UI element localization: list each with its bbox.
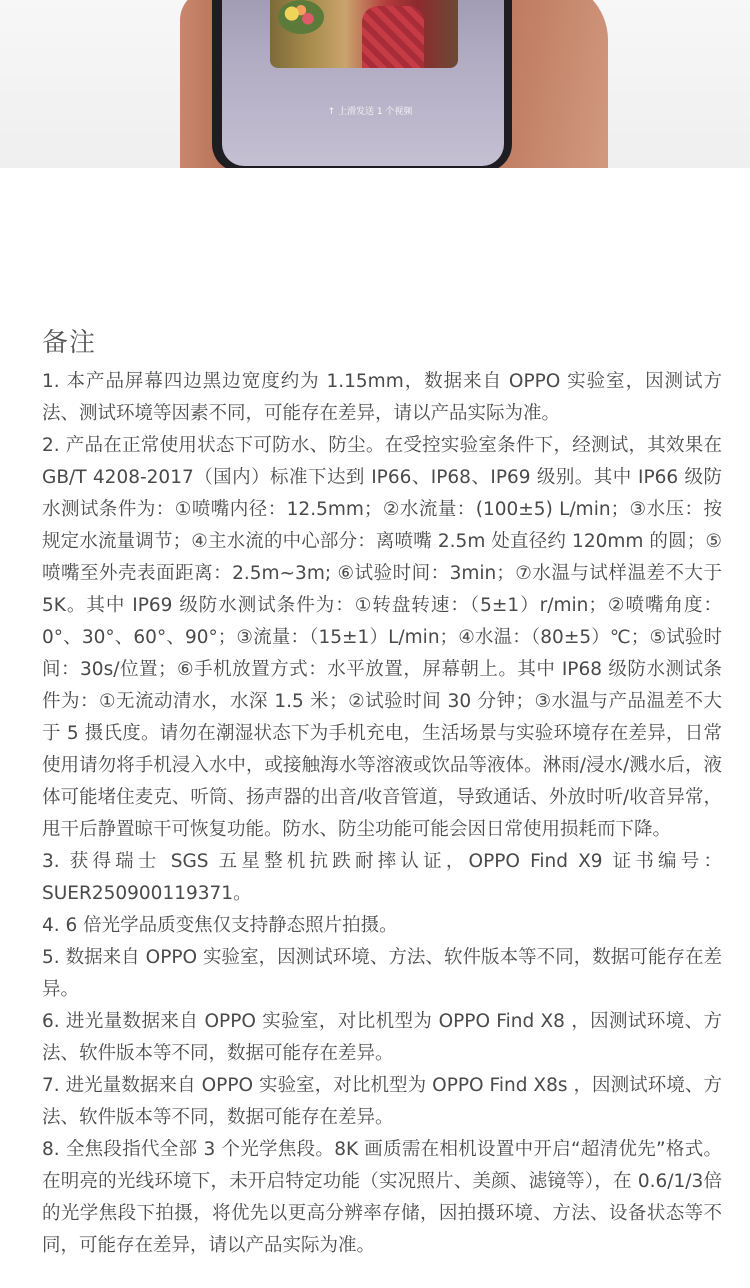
note-item-4: 4. 6 倍光学品质变焦仅支持静态照片拍摄。 [42,915,398,936]
note-item-8: 8. 全焦段指代全部 3 个光学焦段。8K 画质需在相机设置中开启“超清优先”格式。在明亮的光线环境下，未开启特定功能（实况照片、美颜、滤镜等），在 0.6/1/3倍的光学焦段下拍摄，将优先以更高分辨率存储，因拍摄环境、方法、设备状态等不同，可能存在差异，请以产品实际为准。 [42,1139,722,1256]
note-item-6: 6. 进光量数据来自 OPPO 实验室，对比机型为 OPPO Find X8 ，因测试环境、方法、软件版本等不同，数据可能存在差异。 [42,1011,722,1064]
notes-title: 备注 [42,328,97,358]
swipe-send-label: ↑ 上滑发送 1 个视频 [327,107,413,117]
flowers-detail [278,0,324,34]
note-item-7: 7. 进光量数据来自 OPPO 实验室，对比机型为 OPPO Find X8s ，因测试环境、方法、软件版本等不同，数据可能存在差异。 [42,1075,722,1128]
note-item-5: 5. 数据来自 OPPO 实验室，因测试环境、方法、软件版本等不同，数据可能存在差异。 [42,947,722,1000]
note-item-1: 1. 本产品屏幕四边黑边宽度约为 1.15mm，数据来自 OPPO 实验室，因测试方法、测试环境等因素不同，可能存在差异，请以产品实际为准。 [42,371,722,424]
hero-image [0,0,750,168]
dress-detail [362,6,424,68]
note-item-3: 3. 获得瑞士 SGS 五星整机抗跌耐摔认证，OPPO Find X9 证书编号：SUER250900119371。 [42,851,722,904]
notes-section [42,324,722,1262]
photo-thumbnail [270,0,458,68]
note-item-2: 2. 产品在正常使用状态下可防水、防尘。在受控实验室条件下，经测试，其效果在 GB/T 4208-2017（国内）标准下达到 IP66、IP68、IP69 级别。其中 IP66 级防水测试条件为：①喷嘴内径：12.5mm；②水流量：(100±5) L/min；③水压：按规定水流量调节；④主水流的中心部分：离喷嘴 2.5m 处直径约 120mm 的圆；⑤喷嘴至外壳表面距离：2.5m~3m; ⑥试验时间：3min；⑦水温与试样温差不大于 5K。其中 IP69 级防水测试条件为：①转盘转速：（5±1）r/min；②喷嘴角度：0°、30°、60°、90°；③流量：（15±1）L/min；④水温：（80±5）℃；⑤试验时间：30s/位置；⑥手机放置方式：水平放置，屏幕朝上。其中 IP68 级防水测试条件为：①无流动清水，水深 1.5 米；②试验时间 30 分钟；③水温与产品温差不大于 5 摄氏度。请勿在潮湿状态下为手机充电，生活场景与实验环境存在差异，日常使用请勿将手机浸入水中，或接触海水等溶液或饮品等液体。淋雨/浸水/溅水后，液体可能堵住麦克、听筒、扬声器的出音/收音管道，导致通话、外放时听/收音异常，甩干后静置晾干可恢复功能。防水、防尘功能可能会因日常使用损耗而下降。 [42,435,722,840]
